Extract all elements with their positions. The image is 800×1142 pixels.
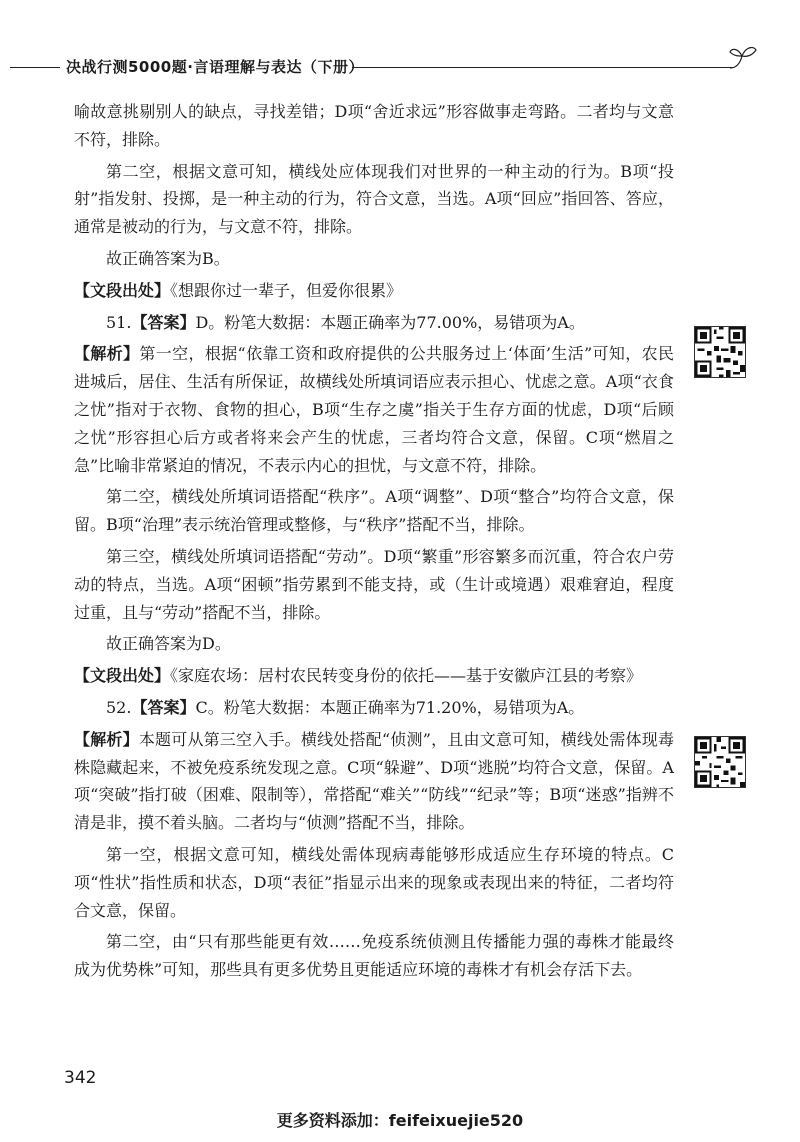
source-line [74,662,674,690]
book-title: 决战行测5000题·言语理解与表达（下册） [66,58,364,76]
analysis-paragraph [74,726,674,837]
paragraph: 故正确答案为D。 [106,634,231,654]
source-text: 《家庭农场：居村农民转变身份的依托——基于安徽庐江县的考察》 [170,666,643,686]
analysis-text: 第一空，根据“依靠工资和政府提供的公共服务过上‘体面’生活”可知，农民进城后，居住、生活有所保证，故横线处所填词语应表示担心、忧虑之意。A项“衣食之忧”指对于衣物、食物的担心，B项“生存之虞”指关于生存方面的忧虑，D项“后顾之忧”形容担心后方或者将来会产生的忧虑，三者均符合文意，保留。C项“燃眉之急”比喻非常紧迫的情况，不表示内心的担忧，与文意不符，排除。 [74,344,674,475]
footer-note: 更多资料添加：feifeixuejie520 [276,1111,524,1130]
source-line [74,277,674,305]
header-rule-right [352,67,734,68]
question-number-51: 51. [106,312,132,332]
analysis-label: 【解析】 [74,729,139,749]
header-rule-left [10,67,60,68]
qr-code-icon[interactable] [694,326,746,378]
source-label: 【文段出处】 [74,280,171,300]
paragraph: 第二空，由“只有那些能更有效……免疫系统侦测且传播能力强的毒株才能最终成为优势株”可知，那些具有更多优势且更能适应环境的毒株才有机会存活下去。 [74,932,674,980]
answer-label: 【答案】 [131,312,196,332]
page-content [74,98,674,988]
source-text: 《想跟你过一辈子，但爱你很累》 [170,280,403,300]
answer-text: D。粉笔大数据：本题正确率为77.00%，易错项为A。 [195,312,585,332]
paragraph: 第三空，横线处所填词语搭配“劳动”。D项“繁重”形容繁多而沉重，符合农户劳动的特点，当选。A项“困顿”指劳累到不能支持，或（生计或境遇）艰难窘迫，程度过重，且与“劳动”搭配不当，排除。 [74,546,674,622]
answer-line-52 [74,694,674,722]
paragraph: 第二空，横线处所填词语搭配“秩序”。A项“调整”、D项“整合”均符合文意，保留。B项“治理”表示统治管理或整修，与“秩序”搭配不当，排除。 [74,487,674,535]
paragraph: 喻故意挑剔别人的缺点，寻找差错；D项“舍近求远”形容做事走弯路。二者均与文意不符，排除。 [74,102,674,149]
paragraph: 第一空，根据文意可知，横线处需体现病毒能够形成适应生存环境的特点。C项“性状”指性质和状态，D项“表征”指显示出来的现象或表现出来的特征，二者均符合文意，保留。 [74,844,674,920]
running-header [0,52,800,82]
paragraph: 故正确答案为B。 [106,248,230,268]
paragraph: 第二空，根据文意可知，横线处应体现我们对世界的一种主动的行为。B项“投射”指发射、投掷，是一种主动的行为，符合文意，当选。A项“回应”指回答、答应，通常是被动的行为，与文意不符，排除。 [74,161,674,237]
qr-code-icon[interactable] [694,736,746,788]
analysis-label: 【解析】 [74,344,140,364]
answer-line-51 [74,309,674,337]
page-number: 342 [64,1068,97,1088]
analysis-paragraph [74,340,674,479]
question-number-52: 52. [106,697,132,717]
source-label: 【文段出处】 [74,666,171,686]
answer-label: 【答案】 [131,697,196,717]
answer-text: C。粉笔大数据：本题正确率为71.20%，易错项为A。 [195,697,585,717]
analysis-text: 本题可从第三空入手。横线处搭配“侦测”，且由文意可知，横线处需体现毒株隐藏起来，不被免疫系统发现之意。C项“躲避”、D项“逃脱”均符合文意，保留。A项“突破”指打破（困难、限制等），常搭配“难关”“防线”“纪录”等；B项“迷惑”指辨不清是非，摸不着头脑。二者均与“侦测”搭配不当，排除。 [74,729,674,833]
sprout-icon [726,42,760,72]
